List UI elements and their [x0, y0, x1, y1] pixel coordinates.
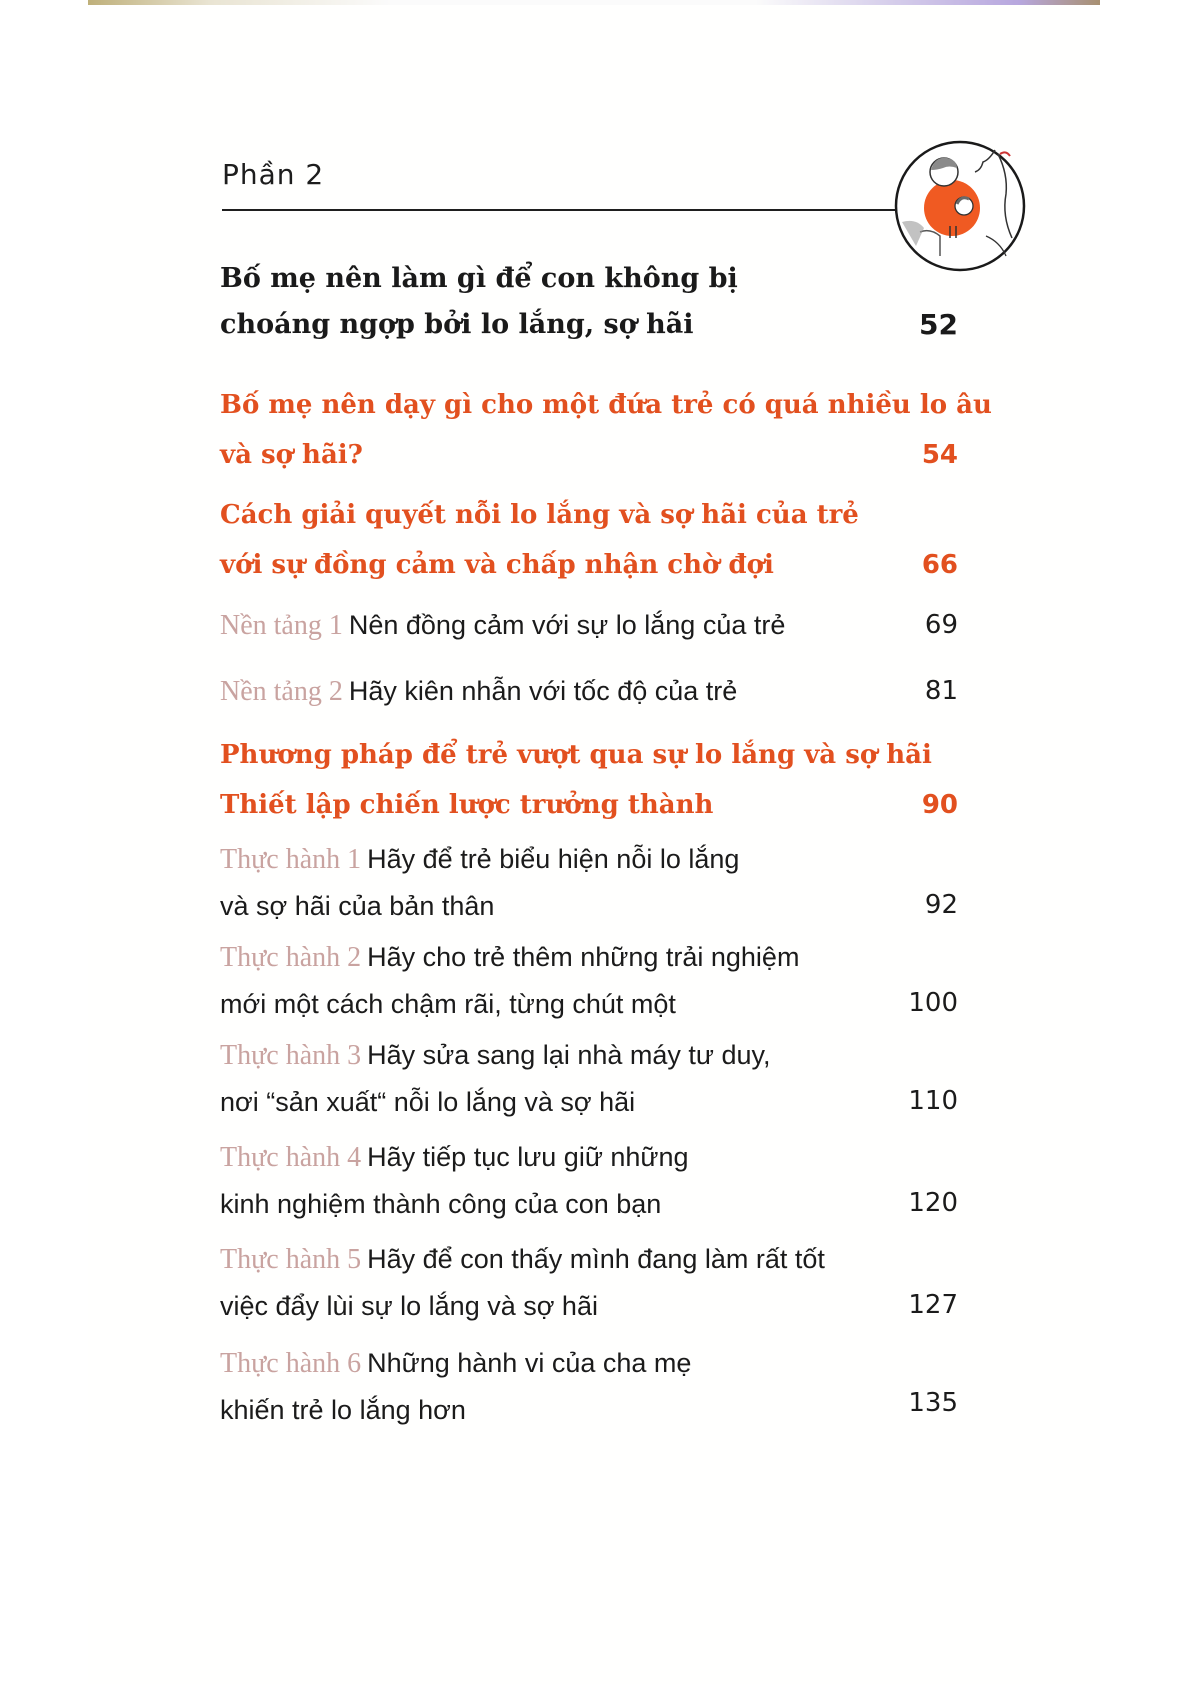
- toc-title-line: Nên đồng cảm với sự lo lắng của trẻ: [348, 610, 786, 640]
- toc-subsection[interactable]: [220, 1236, 1010, 1329]
- part-label: Phần 2: [222, 158, 325, 191]
- toc-prefix: Thực hành 6: [220, 1348, 362, 1379]
- toc-title-line: nơi “sản xuất“ nỗi lo lắng và sợ hãi: [220, 1087, 636, 1117]
- toc-title-line: Bố mẹ nên dạy gì cho một đứa trẻ có quá nhiều lo âu: [220, 390, 992, 420]
- toc-title-line: với sự đồng cảm và chấp nhận chờ đợi: [220, 550, 774, 580]
- toc-prefix: Thực hành 5: [220, 1244, 362, 1275]
- toc-chapter[interactable]: [220, 730, 1010, 830]
- toc-title-line: choáng ngợp bởi lo lắng, sợ hãi: [220, 309, 694, 340]
- toc-prefix: Thực hành 4: [220, 1142, 362, 1173]
- toc-chapter[interactable]: [220, 490, 1010, 590]
- toc-title-line: Bố mẹ nên làm gì để con không bị: [220, 263, 738, 294]
- toc-page-number: 100: [908, 988, 958, 1018]
- toc-subsection[interactable]: [220, 602, 1010, 649]
- toc-subsection[interactable]: [220, 1340, 1010, 1433]
- toc-title-line: khiến trẻ lo lắng hơn: [220, 1395, 466, 1425]
- toc-page-number: 120: [908, 1188, 958, 1218]
- toc-page-number: 69: [924, 610, 958, 640]
- toc-subsection[interactable]: [220, 1032, 1010, 1125]
- toc-prefix: Thực hành 2: [220, 942, 362, 973]
- toc-title-line: Phương pháp để trẻ vượt qua sự lo lắng và sợ hãi: [220, 740, 932, 770]
- toc-title-line: việc đẩy lùi sự lo lắng và sợ hãi: [220, 1291, 598, 1321]
- toc-prefix: Thực hành 3: [220, 1040, 362, 1071]
- toc-subsection[interactable]: [220, 668, 1010, 715]
- toc-page-number: 127: [908, 1290, 958, 1320]
- toc-page-number: 135: [908, 1388, 958, 1418]
- toc-title-line: và sợ hãi?: [220, 440, 363, 470]
- toc-chapter[interactable]: [220, 380, 1010, 480]
- toc-prefix: Nền tảng 2: [220, 676, 343, 707]
- toc-title-line: Những hành vi của cha mẹ: [367, 1348, 692, 1378]
- toc-page-number: 92: [924, 890, 958, 920]
- toc-page-number: 110: [908, 1086, 958, 1116]
- toc-title-line: Hãy cho trẻ thêm những trải nghiệm: [367, 942, 800, 972]
- parent-and-child-illustration-icon: [890, 136, 1032, 272]
- toc-title-line: kinh nghiệm thành công của con bạn: [220, 1189, 662, 1219]
- toc-part-title[interactable]: [220, 256, 1010, 348]
- toc-title-line: Hãy kiên nhẫn với tốc độ của trẻ: [348, 676, 738, 706]
- toc-title-line: Thiết lập chiến lược trưởng thành: [220, 790, 714, 820]
- toc-title-line: Hãy sửa sang lại nhà máy tư duy,: [367, 1040, 771, 1070]
- toc-page-number: 90: [921, 790, 958, 820]
- toc-page-number: 66: [921, 550, 958, 580]
- toc-title-line: mới một cách chậm rãi, từng chút một: [220, 989, 676, 1019]
- toc-page-number: 54: [921, 440, 958, 470]
- toc-title-line: Hãy để trẻ biểu hiện nỗi lo lắng: [367, 844, 740, 874]
- toc-title-line: và sợ hãi của bản thân: [220, 891, 495, 921]
- toc-prefix: Nền tảng 1: [220, 610, 343, 641]
- toc-title-line: Hãy để con thấy mình đang làm rất tốt: [367, 1244, 825, 1274]
- toc-subsection[interactable]: [220, 1134, 1010, 1227]
- part-divider: [222, 209, 898, 211]
- toc-title-line: Cách giải quyết nỗi lo lắng và sợ hãi của trẻ: [220, 500, 859, 530]
- toc-page-number: 52: [919, 308, 958, 341]
- toc-subsection[interactable]: [220, 934, 1010, 1027]
- toc-page-number: 81: [924, 676, 958, 706]
- toc-subsection[interactable]: [220, 836, 1010, 929]
- toc-title-line: Hãy tiếp tục lưu giữ những: [367, 1142, 689, 1172]
- toc-prefix: Thực hành 1: [220, 844, 362, 875]
